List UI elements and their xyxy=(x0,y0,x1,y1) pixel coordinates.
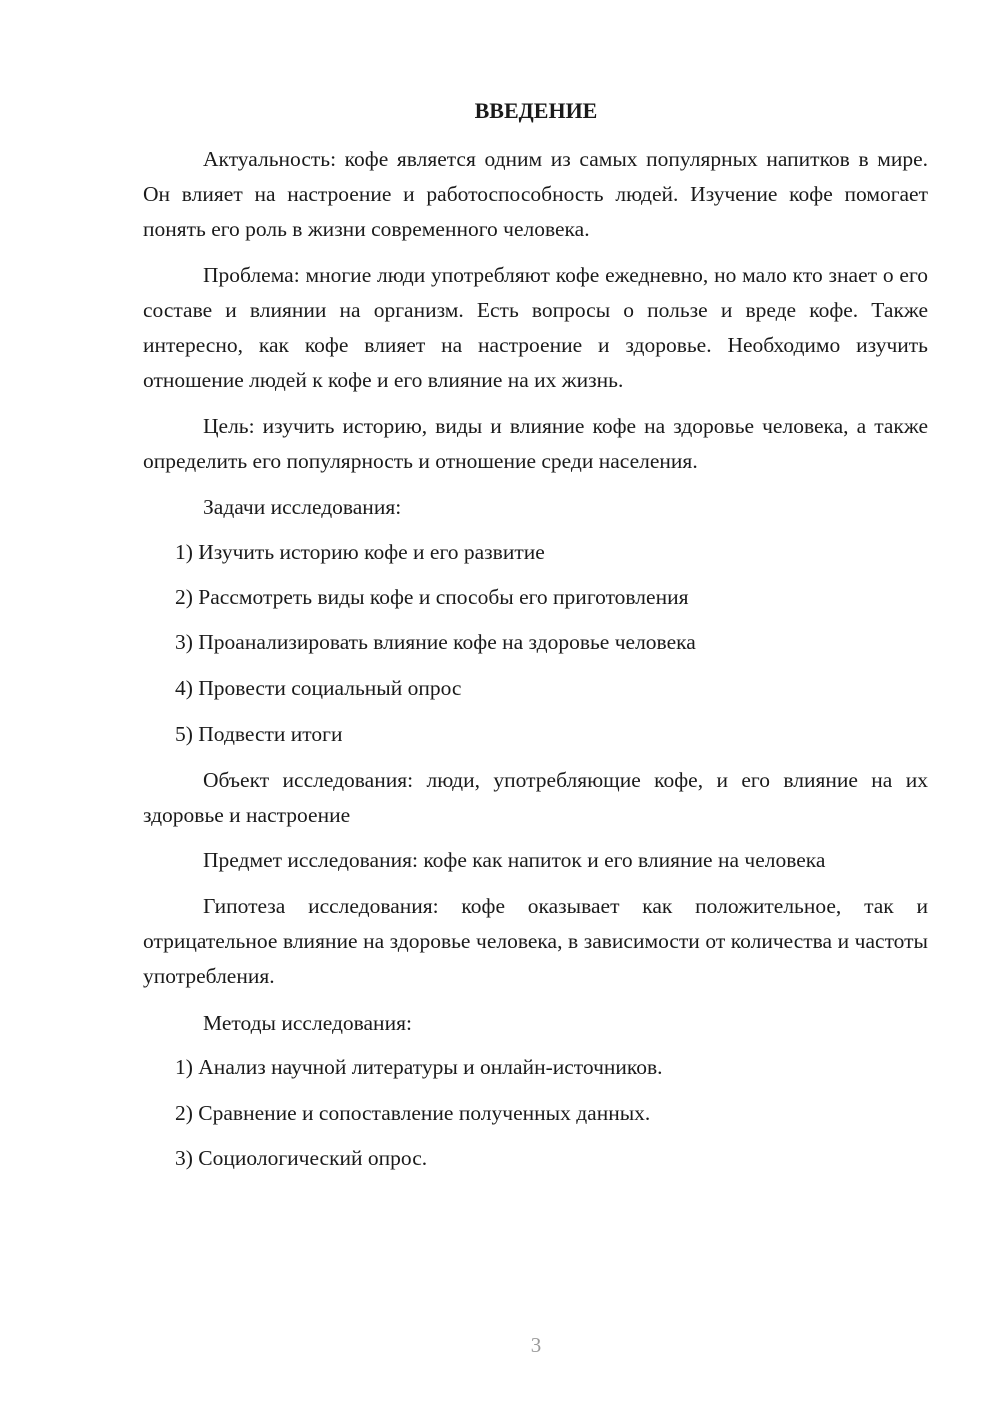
tasks-title: Задачи исследования: xyxy=(203,495,402,519)
method-item-2: 2) Сравнение и сопоставление полученных данных. xyxy=(175,1101,651,1125)
method-item-3: 3) Социологический опрос. xyxy=(175,1146,428,1170)
task-item-5: 5) Подвести итоги xyxy=(175,722,343,746)
page-number: 3 xyxy=(530,1333,542,1357)
task-item-3: 3) Проанализировать влияние кофе на здоровье человека xyxy=(175,630,696,654)
section-heading: ВВЕДЕНИЕ xyxy=(474,98,598,123)
paragraph-relevance: Актуальность: кофе является одним из самых популярных напитков в мире. Он влияет на настроение и работоспособность людей. Изучение кофе помогает понять его роль в жизни современного человека. xyxy=(143,147,928,241)
methods-title: Методы исследования: xyxy=(203,1011,412,1035)
paragraph-hypothesis: Гипотеза исследования: кофе оказывает как положительное, так и отрицательное влияние на здоровье человека, в зависимости от количества и частоты употребления. xyxy=(143,894,928,988)
task-item-1: 1) Изучить историю кофе и его развитие xyxy=(175,540,545,564)
method-item-1: 1) Анализ научной литературы и онлайн-источников. xyxy=(175,1055,663,1079)
paragraph-problem: Проблема: многие люди употребляют кофе ежедневно, но мало кто знает о его составе и влиянии на организм. Есть вопросы о пользе и вреде кофе. Также интересно, как кофе влияет на настроение и здоровье. Необходимо изучить отношение людей к кофе и его влияние на их жизнь. xyxy=(143,263,928,392)
paragraph-subject: Предмет исследования: кофе как напиток и его влияние на человека xyxy=(203,848,826,872)
task-item-2: 2) Рассмотреть виды кофе и способы его приготовления xyxy=(175,585,689,609)
paragraph-object: Объект исследования: люди, употребляющие кофе, и его влияние на их здоровье и настроение xyxy=(143,768,928,827)
paragraph-goal: Цель: изучить историю, виды и влияние кофе на здоровье человека, а также определить его популярность и отношение среди населения. xyxy=(143,414,928,473)
task-item-4: 4) Провести социальный опрос xyxy=(175,676,462,700)
